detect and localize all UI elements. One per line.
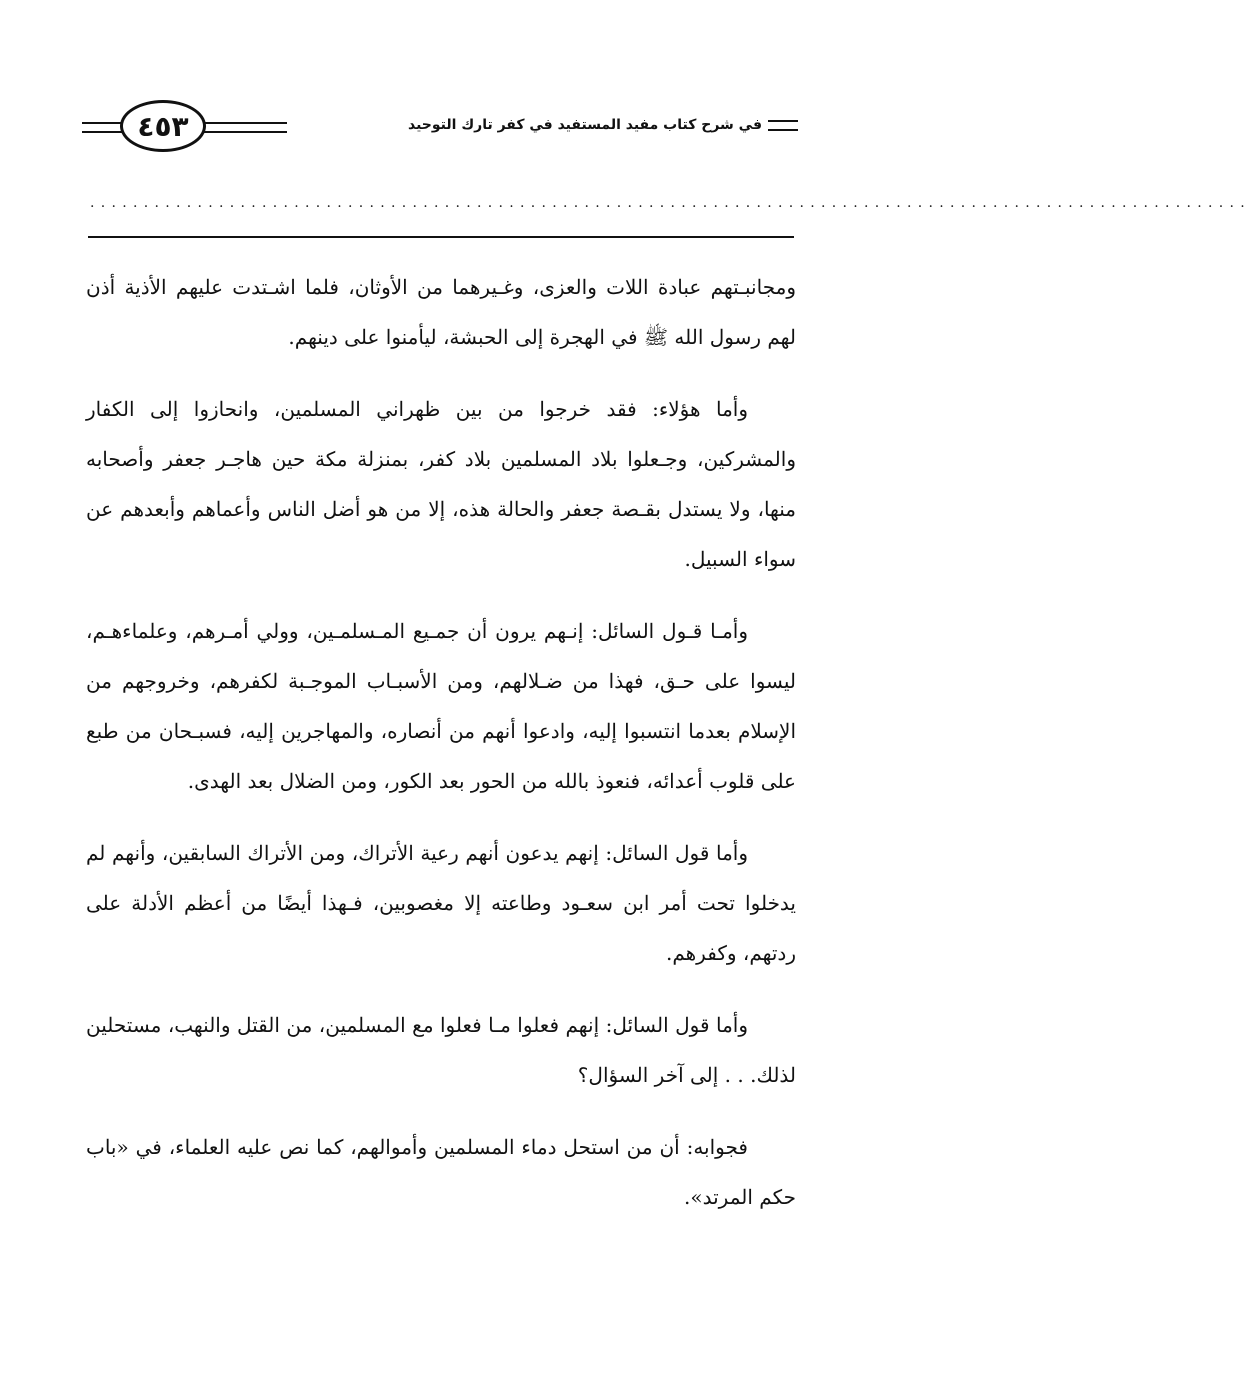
paragraph: وأما قول السائل: إنهم فعلوا مـا فعلوا مع المسلمين، من القتل والنهب، مستحلين لذلك. . . إلى آخر السؤال؟ — [86, 1013, 796, 1087]
paragraph: فجوابه: أن من استحل دماء المسلمين وأموالهم، كما نص عليه العلماء، في «باب حكم المرتد». — [86, 1135, 796, 1209]
running-title: في شرح كتاب مفيد المستفيد في كفر تارك التوحيد — [408, 117, 762, 133]
running-title-group — [408, 110, 798, 140]
horizontal-rule — [88, 236, 794, 238]
footnote-dotted-separator: ............................................................................................................ — [90, 195, 1251, 211]
body-text — [86, 262, 796, 1244]
ornament-double-line-right — [204, 122, 287, 133]
paragraph: وأمـا قـول السائل: إنـهم يرون أن جمـيع المـسلمـين، وولي أمـرهم، وعلماءهـم، ليسوا على حـق، فهذا من ضـلالهم، ومن الأسبـاب الموجـبة لكفرهم، وخروجهم من الإسلام بعدما انتسبوا إليه، وادعوا أنهم من أنصاره، والمهاجرين إليه، فسبـحان من طبع على قلوب أعدائه، فنعوذ بالله من الحور بعد الكور، ومن الضلال بعد الهدى. — [86, 619, 796, 793]
page-number-ornament — [82, 92, 287, 162]
paragraph: وأما قول السائل: إنهم يدعون أنهم رعية الأتراك، ومن الأتراك السابقين، وأنهم لم يدخلوا تحت أمر ابن سعـود وطاعته إلا مغصوبين، فـهذا أيضًا من أعظم الأدلة على ردتهم، وكفرهم. — [86, 841, 796, 965]
page-header — [82, 92, 798, 162]
page-number: ٤٥٣ — [120, 100, 206, 152]
ornament-double-line-left — [82, 122, 122, 133]
paragraph: وأما هؤلاء: فقد خرجوا من بين ظهراني المسلمين، وانحازوا إلى الكفار والمشركين، وجـعلوا بلاد المسلمين بلاد كفر، بمنزلة مكة حين هاجـر جعفر وأصحابه منها، ولا يستدل بقـصة جعفر والحالة هذه، إلا من هو أضل الناس وأعماهم وأبعدهم عن سواء السبيل. — [86, 397, 796, 571]
paragraph: ومجانبـتهم عبادة اللات والعزى، وغـيرهما من الأوثان، فلما اشـتدت عليهم الأذية أذن لهم رسول الله ﷺ في الهجرة إلى الحبشة، ليأمنوا على دينهم. — [86, 275, 796, 349]
title-double-line — [768, 120, 798, 131]
